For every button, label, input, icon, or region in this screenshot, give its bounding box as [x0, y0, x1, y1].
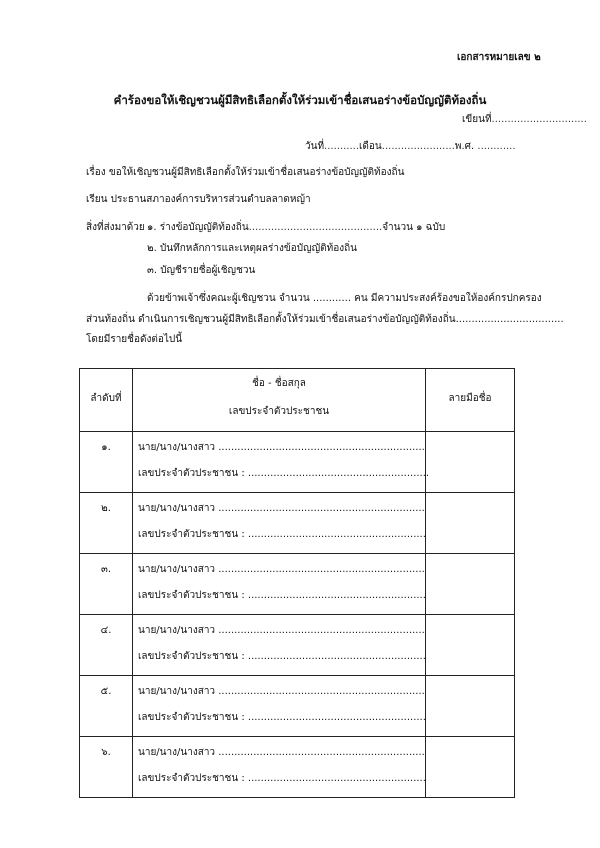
- header-name-cell: [133, 369, 426, 432]
- subject-line: เรื่อง ขอให้เชิญชวนผู้มีสิทธิเลือกตั้งให้ร่วมเข้าชื่อเสนอร่างข้อบัญญัติท้องถิ่น: [86, 167, 405, 178]
- row-name-cell: [133, 615, 426, 676]
- table-row: [80, 493, 515, 554]
- row-name-cell: [133, 676, 426, 737]
- written-at-dots: ..............................: [491, 114, 587, 125]
- enclosure-item-1: [147, 221, 445, 235]
- row-number: ๒.: [101, 503, 111, 514]
- name-line: นาย/นาง/นางสาว .................................................................: [138, 686, 425, 697]
- enclosure-item-1-count: จำนวน ๑ ฉบับ: [382, 222, 446, 233]
- enclosure-item-1-dots: ..........................................: [248, 222, 383, 233]
- signature-cell: [426, 432, 515, 493]
- row-no-cell: [80, 615, 133, 676]
- signature-cell: [426, 493, 515, 554]
- signature-cell: [426, 615, 515, 676]
- row-number: ๔.: [100, 625, 112, 636]
- id-line: เลขประจำตัวประชาชน : ........................................................: [138, 590, 426, 601]
- header-signature-cell: [426, 369, 515, 432]
- table-header-row: [80, 369, 515, 432]
- written-at-label: เขียนที่: [462, 114, 492, 125]
- header-no: ลำดับที่: [90, 393, 122, 404]
- row-name-cell: [133, 737, 426, 798]
- header-name: ชื่อ - ชื่อสกุล: [252, 378, 306, 389]
- row-no-cell: [80, 676, 133, 737]
- month-dots: .......................: [381, 141, 455, 152]
- name-line: นาย/นาง/นางสาว .................................................................: [138, 564, 425, 575]
- enclosures-label: สิ่งที่ส่งมาด้วย: [86, 222, 145, 233]
- id-line: เลขประจำตัวประชาชน : ........................................................: [138, 529, 426, 540]
- row-number: ๖.: [101, 747, 111, 758]
- enclosure-item-3: ๓. บัญชีรายชื่อผู้เชิญชวน: [147, 265, 256, 276]
- name-line: นาย/นาง/นางสาว .................................................................: [138, 625, 425, 636]
- table-row: [80, 432, 515, 493]
- row-name-cell: [133, 432, 430, 493]
- document-number: เอกสารหมายเลข ๒: [457, 52, 541, 63]
- name-line: นาย/นาง/นางสาว .................................................................: [138, 747, 425, 758]
- id-line: เลขประจำตัวประชาชน : .........................................................: [138, 468, 430, 479]
- header-id: เลขประจำตัวประชาชน: [228, 406, 330, 417]
- table-row: [80, 554, 515, 615]
- row-number: ๑.: [101, 442, 111, 453]
- row-name-cell: [133, 554, 426, 615]
- date-line: [305, 140, 516, 154]
- row-number: ๓.: [100, 564, 111, 575]
- row-no-cell: [80, 554, 133, 615]
- name-line: นาย/นาง/นางสาว .................................................................: [138, 503, 425, 514]
- signature-cell: [426, 737, 515, 798]
- row-no-cell: [80, 493, 133, 554]
- signature-cell: [426, 676, 515, 737]
- signature-cell: [426, 554, 515, 615]
- day-label: วันที่: [305, 141, 325, 152]
- row-name-cell: [133, 493, 426, 554]
- header-signature: ลายมือชื่อ: [448, 393, 492, 404]
- table-row: [80, 615, 515, 676]
- id-line: เลขประจำตัวประชาชน : ........................................................: [138, 712, 426, 723]
- recipient-line: เรียน ประธานสภาองค์การบริหารส่วนตำบลลาดหญ้า: [86, 194, 311, 205]
- signatory-table: [79, 368, 515, 798]
- table-row: [80, 737, 515, 798]
- table-row: [80, 676, 515, 737]
- row-number: ๕.: [100, 686, 112, 697]
- name-line: นาย/นาง/นางสาว .................................................................: [138, 442, 425, 453]
- day-dots: ...........: [324, 141, 360, 152]
- year-dots: ............: [477, 141, 516, 152]
- header-no-cell: [80, 369, 133, 432]
- id-line: เลขประจำตัวประชาชน : ........................................................: [138, 773, 426, 784]
- body-line-1: ด้วยข้าพเจ้าซึ่งคณะผู้เชิญชวน จำนวน ............ คน มีความประสงค์ร้องขอให้องค์กรปกครอง: [147, 293, 542, 304]
- row-no-cell: [80, 737, 133, 798]
- row-no-cell: [80, 432, 133, 493]
- body-line-3: โดยมีรายชื่อดังต่อไปนี้: [86, 334, 183, 345]
- enclosure-item-1-text: ๑. ร่างข้อบัญญัติท้องถิ่น: [147, 222, 249, 233]
- document-title: คำร้องขอให้เชิญชวนผู้มีสิทธิเลือกตั้งให้ร่วมเข้าชื่อเสนอร่างข้อบัญญัติท้องถิ่น: [113, 93, 487, 107]
- month-label: เดือน: [359, 141, 382, 152]
- body-line-2: ส่วนท้องถิ่น ดำเนินการเชิญชวนผู้มีสิทธิเลือกตั้งให้ร่วมเข้าชื่อเสนอร่างข้อบัญญัติท้องถิ่น..................................: [86, 314, 564, 325]
- id-line: เลขประจำตัวประชาชน : ........................................................: [138, 651, 426, 662]
- written-at-line: [462, 113, 587, 127]
- year-label: พ.ศ.: [454, 141, 475, 152]
- enclosure-item-2: ๒. บันทึกหลักการและเหตุผลร่างข้อบัญญัติท้องถิ่น: [147, 243, 357, 254]
